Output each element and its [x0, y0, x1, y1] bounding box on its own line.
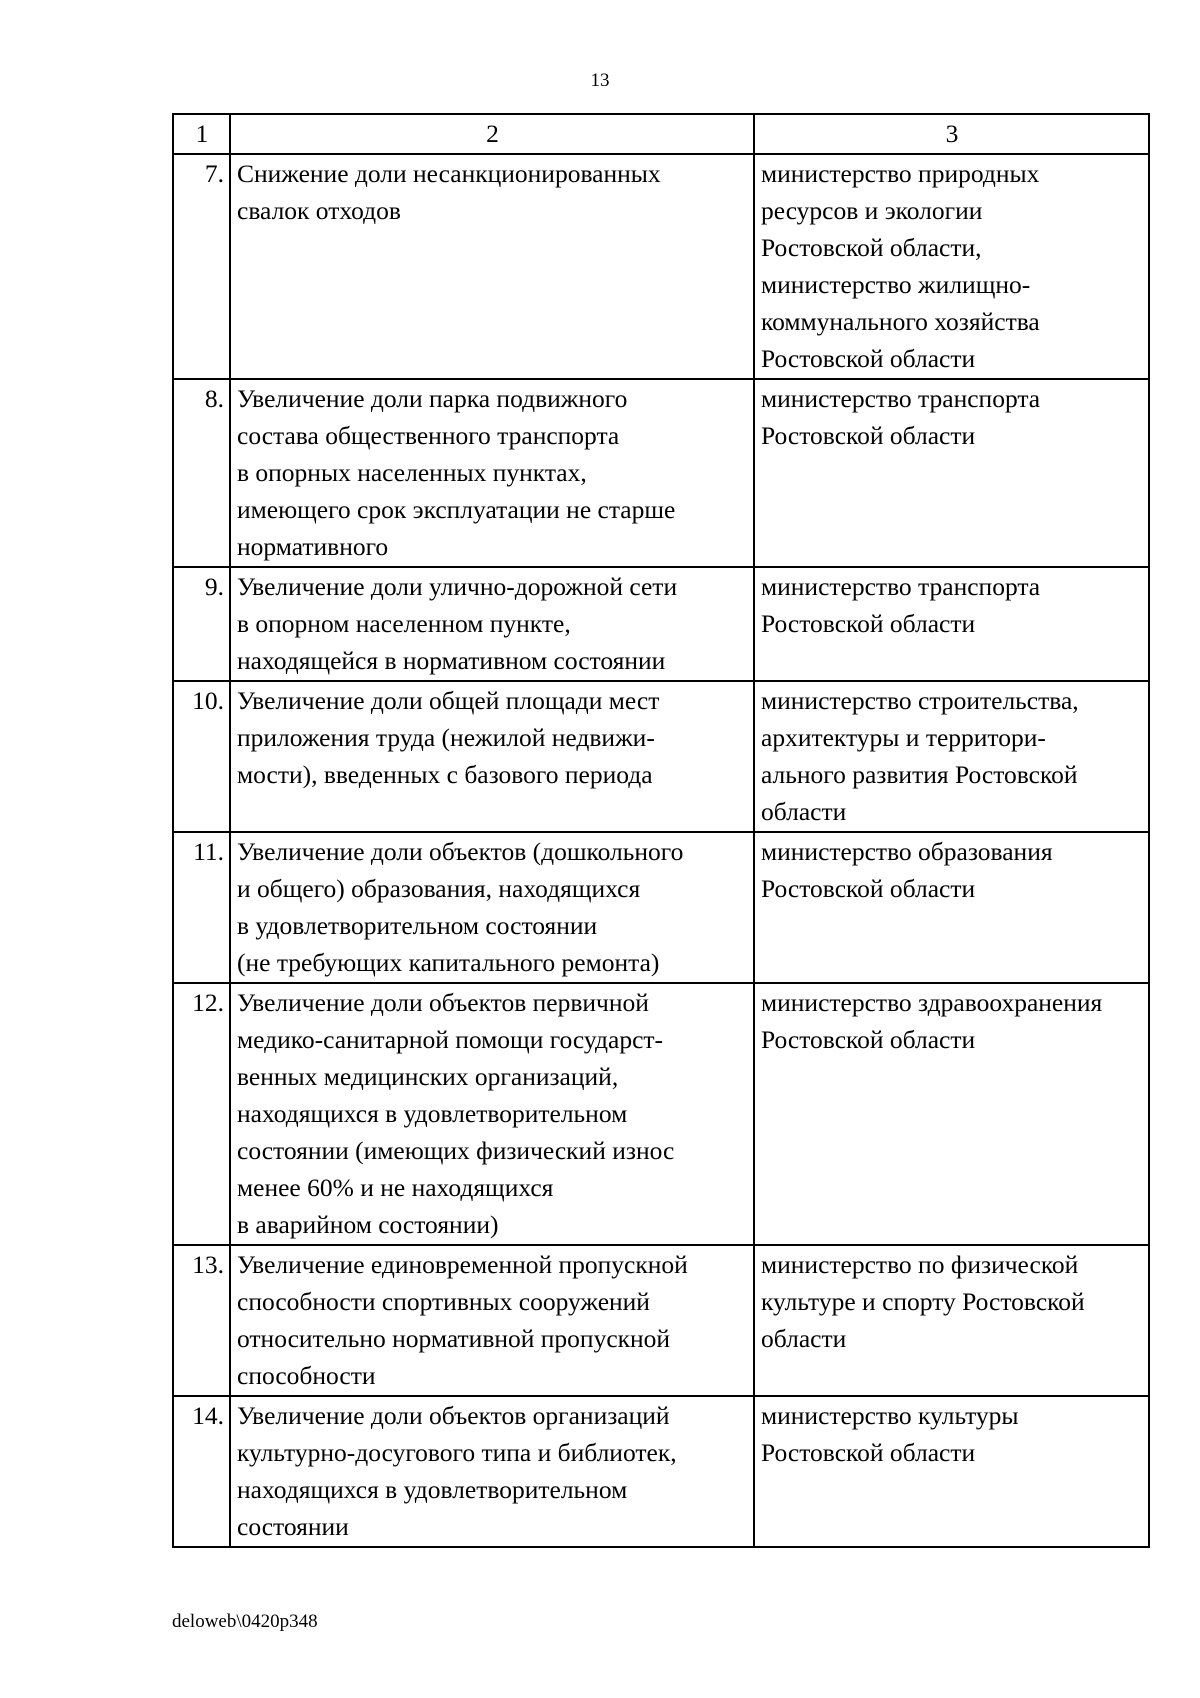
indicator-text-line: Снижение доли несанкционированных [237, 159, 661, 188]
responsible-cell [754, 681, 1149, 832]
responsible-text-line: министерство культуры [761, 1401, 1019, 1430]
responsible-cell [754, 832, 1149, 983]
responsible-text-line: министерство природных [761, 159, 1040, 188]
responsible-cell [754, 567, 1149, 681]
responsible-text-line: Ростовской области [761, 344, 976, 373]
responsible-text-line: Ростовской области, [761, 233, 982, 262]
row-number: 13. [173, 1245, 230, 1396]
responsible-text-line: Ростовской области [761, 421, 976, 450]
responsible-cell [754, 154, 1149, 379]
indicators-table [172, 113, 1150, 1548]
indicator-text-line: (не требующих капитального ремонта) [237, 948, 660, 977]
responsible-cell [754, 1396, 1149, 1547]
responsible-text-line: области [761, 1324, 847, 1353]
indicator-text-line: в аварийном состоянии) [237, 1210, 499, 1239]
indicator-text-line: свалок отходов [237, 196, 401, 225]
responsible-text-line: ального развития Ростовской [761, 760, 1078, 789]
table-header-row [173, 114, 1149, 154]
indicator-cell [230, 567, 754, 681]
responsible-cell [754, 379, 1149, 567]
indicator-text-line: Увеличение единовременной пропускной [237, 1250, 688, 1279]
indicator-text-line: состоянии (имеющих физический износ [237, 1136, 675, 1165]
table-row [173, 832, 1149, 983]
responsible-text-line: ресурсов и экологии [761, 196, 983, 225]
responsible-text-line: министерство по физической [761, 1250, 1079, 1279]
indicator-text-line: венных медицинских организаций, [237, 1062, 619, 1091]
row-number: 8. [173, 379, 230, 567]
row-number: 12. [173, 983, 230, 1245]
indicator-text-line: приложения труда (нежилой недвижи- [237, 723, 655, 752]
indicator-text-line: Увеличение доли общей площади мест [237, 686, 660, 715]
responsible-text-line: министерство здравоохранения [761, 988, 1103, 1017]
page-number: 13 [590, 70, 610, 91]
indicator-text-line: нормативного [237, 532, 389, 561]
indicator-text-line: и общего) образования, находящихся [237, 874, 641, 903]
indicator-cell [230, 1396, 754, 1547]
indicator-text-line: медико-санитарной помощи государст- [237, 1025, 664, 1054]
responsible-text-line: министерство жилищно- [761, 270, 1031, 299]
document-code: deloweb\0420p348 [172, 1611, 318, 1632]
row-number: 11. [173, 832, 230, 983]
indicator-cell [230, 983, 754, 1245]
indicator-cell [230, 1245, 754, 1396]
indicator-text-line: находящихся в удовлетворительном [237, 1475, 628, 1504]
indicator-text-line: состоянии [237, 1512, 349, 1541]
indicator-text-line: в опорном населенном пункте, [237, 609, 571, 638]
responsible-text-line: культуре и спорту Ростовской [761, 1287, 1085, 1316]
column-header-2: 2 [230, 114, 754, 154]
responsible-text-line: Ростовской области [761, 874, 976, 903]
indicator-text-line: относительно нормативной пропускной [237, 1324, 671, 1353]
indicator-cell [230, 681, 754, 832]
indicator-cell [230, 379, 754, 567]
indicator-text-line: способности [237, 1361, 376, 1390]
row-number: 10. [173, 681, 230, 832]
responsible-text-line: министерство транспорта [761, 572, 1041, 601]
row-number: 9. [173, 567, 230, 681]
responsible-text-line: министерство строительства, [761, 686, 1079, 715]
indicator-text-line: мости), введенных с базового периода [237, 760, 653, 789]
table-row [173, 1396, 1149, 1547]
responsible-text-line: коммунального хозяйства [761, 307, 1040, 336]
table-row [173, 681, 1149, 832]
indicator-text-line: имеющего срок эксплуатации не старше [237, 495, 676, 524]
indicator-text-line: состава общественного транспорта [237, 421, 620, 450]
table-row [173, 567, 1149, 681]
responsible-cell [754, 1245, 1149, 1396]
indicator-text-line: способности спортивных сооружений [237, 1287, 650, 1316]
column-header-1: 1 [173, 114, 230, 154]
indicator-text-line: Увеличение доли парка подвижного [237, 384, 628, 413]
indicator-text-line: культурно-досугового типа и библиотек, [237, 1438, 677, 1467]
indicator-text-line: в удовлетворительном состоянии [237, 911, 598, 940]
table-row [173, 983, 1149, 1245]
indicator-text-line: менее 60% и не находящихся [237, 1173, 554, 1202]
responsible-text-line: Ростовской области [761, 1025, 976, 1054]
indicator-text-line: Увеличение доли улично-дорожной сети [237, 572, 678, 601]
indicator-cell [230, 832, 754, 983]
responsible-text-line: Ростовской области [761, 609, 976, 638]
indicator-cell [230, 154, 754, 379]
indicator-text-line: находящихся в удовлетворительном [237, 1099, 628, 1128]
table-row [173, 379, 1149, 567]
responsible-text-line: области [761, 797, 847, 826]
indicator-text-line: Увеличение доли объектов первичной [237, 988, 649, 1017]
table-row [173, 154, 1149, 379]
indicator-text-line: Увеличение доли объектов организаций [237, 1401, 670, 1430]
responsible-cell [754, 983, 1149, 1245]
responsible-text-line: министерство транспорта [761, 384, 1041, 413]
row-number: 7. [173, 154, 230, 379]
indicator-text-line: находящейся в нормативном состоянии [237, 646, 666, 675]
responsible-text-line: министерство образования [761, 837, 1053, 866]
responsible-text-line: Ростовской области [761, 1438, 976, 1467]
responsible-text-line: архитектуры и территори- [761, 723, 1046, 752]
indicator-text-line: в опорных населенных пунктах, [237, 458, 587, 487]
table-row [173, 1245, 1149, 1396]
column-header-3: 3 [754, 114, 1149, 154]
indicator-text-line: Увеличение доли объектов (дошкольного [237, 837, 684, 866]
row-number: 14. [173, 1396, 230, 1547]
